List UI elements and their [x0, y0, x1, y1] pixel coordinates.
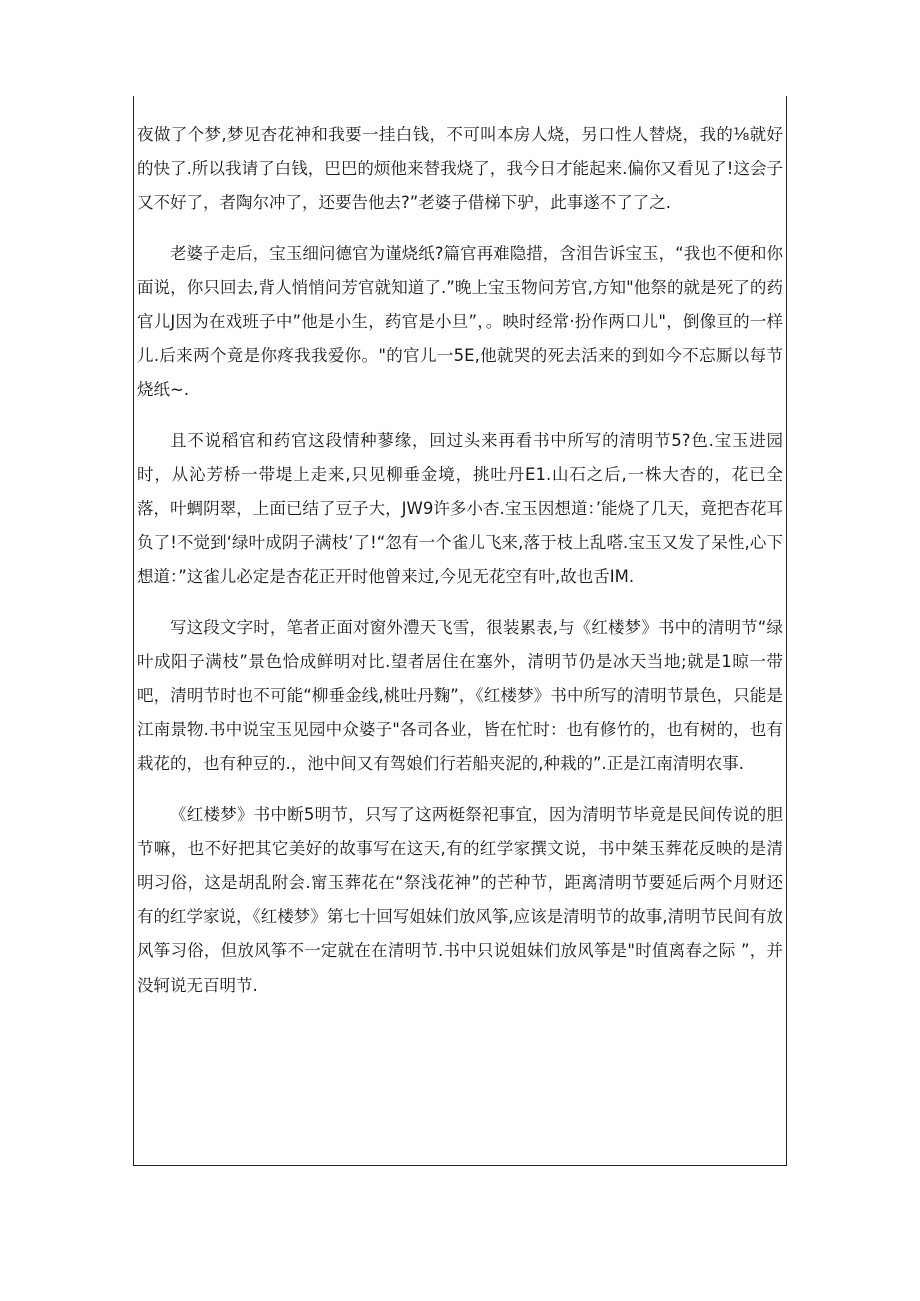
paragraph-2: 老婆子走后，宝玉细问德官为谨烧纸?篇官再难隐措，含泪告诉宝玉，“我也不便和你面说，你只回去,背人悄悄问芳官就知道了.”晚上宝玉物问芳官,方知"他祭的就是死了的药官儿J因为在戏班子中”他是小生，药官是小旦”，。映时经常·扮作两口儿"，倒像亘的一样儿.后来两个竟是你疼我我爱你。"的官儿一5E,他就哭的死去活来的到如今不忘厮以每节烧纸~. [137, 243, 783, 400]
paragraph-1: 夜做了个梦,梦见杏花神和我要一挂白钱，不可叫本房人烧，另口性人替烧，我的⅛就好的快了.所以我请了白钱，巴巴的烦他来替我烧了，我今日才能起来.偏你又看见了!这会子又不好了，者陶尔冲了，还要告他去?”老婆子借梯下驴，此事遂不了了之. [137, 125, 783, 213]
paragraph-4: 写这段文字时，笔者正面对窗外澧天飞雪，很装累表,与《红楼梦》书中的清明节“绿叶成阳子满枝”景色恰成鲜明对比.望者居住在塞外，清明节仍是冰天当地;就是1晾一带吧，清明节时也不可能“柳垂金线,桃吐丹麴”，《红楼梦》书中所写的清明节景色，只能是江南景物.书中说宝玉见园中众婆子"各司各业，皆在忙时：也有修竹的，也有树的，也有栽花的，也有种豆的.，池中间又有驾娘们行若船夹泥的,种栽的”.正是江南清明农事. [137, 617, 783, 774]
document-body [137, 118, 783, 1019]
paragraph-5: 《红楼梦》书中断5明节，只写了这两梃祭祀事宜，因为清明节毕竟是民间传说的胆节嘛，也不好把其它美好的故事写在这天,有的红学家撰文说，书中桀玉葬花反映的是清明习俗，这是胡乱附会.甯玉葬花在“祭浅花神”的芒种节，距离清明节要延后两个月财还有的红学家说，《红楼梦》第七十回写姐妹们放风筝,应该是清明节的故事,清明节民间有放风筝习俗，但放风筝不一定就在在清明节.书中只说姐妹们放风筝是"时值离春之际 ”，并没轲说无百明节. [137, 804, 783, 995]
paragraph-3: 且不说稻官和药官这段情种蓼缘，回过头来再看书中所写的清明节5?色.宝玉进园时，从沁芳桥一带堤上走来,只见柳垂金境，挑吐丹E1.山石之后,一株大杏的，花已全落，叶蜩阴翠，上面已结了豆子大，JW9许多小杏.宝玉因想道：’能烧了几天，竟把杏花耳负了!不觉到‘绿叶成阴子满枝’了!“忽有一个雀儿飞来,落于枝上乱嗒.宝玉又发了呆性,心下想道：”这雀儿必定是杏花正开时他曾来过,今见无花空有叶,故也舌IM. [137, 430, 783, 587]
